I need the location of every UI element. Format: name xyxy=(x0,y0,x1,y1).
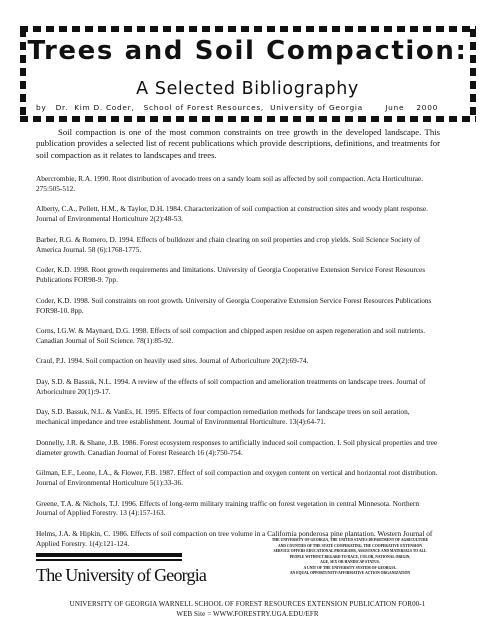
disclaimer-line: A UNIT OF THE UNIVERSITY SYSTEM OF GEORGIA. xyxy=(303,565,397,570)
disclaimer-line: AGE, SEX OR HANDICAP STATUS. xyxy=(320,560,380,564)
reference-entry: Donnelly, J.R. & Shane, J.B. 1986. Forest ecosystem responses to artificially induced soil compaction. I. Soil physical properties and tree diameter growth. Canadian Journal of Forest Research 16 (4):750-754. xyxy=(36,437,438,457)
logo-rule-thin xyxy=(36,559,182,561)
reference-entry: Abercrombie, R.A. 1990. Root distribution of avocado trees on a sandy loam soil as affected by soil compaction. Acta Horticulturae. 275:505-512. xyxy=(36,174,424,193)
reference-entry: Alberty, C.A., Pellett, H.M., & Taylor, D.H. 1984. Characterization of soil compaction at construction sites and woody plant response. Journal of Environmental Horticulture 2(2):48-53. xyxy=(36,204,428,224)
disclaimer-line: PEOPLE WITHOUT REGARD TO RACE, COLOR, NATIONAL ORIGIN, xyxy=(289,554,411,559)
reference-entry: Day, S.D. Bassuk, N.L. & VanEs, H. 1995. Effects of four compaction remediation methods for landscape trees on soil aeration, mechanical impedance and tree establishment. Journal of Environmental Horticulture. 13(4):64-71. xyxy=(36,407,410,427)
byline xyxy=(36,103,438,112)
page-subtitle: A Selected Bibliography xyxy=(136,79,359,99)
disclaimer-line: SERVICE OFFERS EDUCATIONAL PROGRAMS, ASSISTANCE AND MATERIALS TO ALL xyxy=(273,549,427,553)
reference-entry: Corns, I.G.W. & Maynard, D.G. 1998. Effects of soil compaction and chipped aspen residue on aspen regeneration and soil nutrients. Canadian Journal of Soil Science. 78(1):85-92. xyxy=(36,326,426,345)
reference-entry: Barber, R.G. & Romero, D. 1994. Effects of bulldozer and chain clearing on soil properties and crop yields. Soil Science Society of America Journal. 58 (6):1768-1775. xyxy=(36,234,421,254)
reference-list xyxy=(36,174,440,559)
reference-entry: Greene, T.A. & Nichols, T.J. 1996. Effects of long-term military training traffic on forest vegetation in central Minnesota. Northern Journal of Applied Forestry. 13 (4):157-163. xyxy=(36,498,419,518)
footer-publication: UNIVERSITY OF GEORGIA WARNELL SCHOOL OF FOREST RESOURCES EXTENSION PUBLICATION FOR00-1 xyxy=(69,600,426,608)
page-title: Trees and Soil Compaction: xyxy=(27,36,468,66)
reference-entry: Gilman, E.F., Leone, I.A., & Flower, F.B. 1987. Effect of soil compaction and oxygen content on vertical and horizontal root distribution. Journal of Environmental Horticulture 5(1):33-36. xyxy=(36,468,438,488)
disclaimer xyxy=(244,538,456,577)
footer-website: WEB Site = WWW.FORESTRY.UGA.EDU/EFR xyxy=(176,610,319,618)
reference-entry: Craul, P.J. 1994. Soil compaction on heavily used sites. Journal of Arboriculture 20(2):69-74. xyxy=(36,356,309,366)
disclaimer-line: THE UNIVERSITY OF GEORGIA, THE UNITED STATES DEPARTMENT OF AGRICULTURE xyxy=(271,538,429,542)
disclaimer-line: AND COUNTIES OF THE STATE COOPERATING. THE COOPERATIVE EXTENSION xyxy=(277,543,422,548)
byline-date: June 2000 xyxy=(385,103,438,112)
reference-entry: Coder, K.D. 1998. Root growth requirements and limitations. University of Georgia Cooperative Extension Service Forest Resources Publications FOR98-9. 7pp. xyxy=(36,265,426,285)
byline-author: by Dr. Kim D. Coder, School of Forest Resources, University of Georgia xyxy=(36,103,363,112)
university-logo: The University of Georgia xyxy=(36,565,207,585)
reference-entry: Helms, J.A. & Hipkin, C. 1986. Effects of soil compaction on tree volume in a California ponderosa pine plantation. Western Journal of Applied Forestry. 1(4):121-124. xyxy=(36,528,433,548)
reference-entry: Day, S.D. & Bassuk, N.L. 1994. A review of the effects of soil compaction and amelioration treatments on landscape trees. Journal of Arboriculture 20(1):9-17. xyxy=(36,376,426,396)
reference-entry: Coder, K.D. 1998. Soil constraints on root growth. University of Georgia Cooperative Extension Service Forest Resources Publications FOR98-10. 8pp. xyxy=(36,295,432,315)
disclaimer-line: AN EQUAL OPPORTUNITY/AFFIRMATIVE ACTION ORGANIZATION xyxy=(289,571,411,575)
logo-rule-thick xyxy=(36,553,182,557)
bottom-dashed-border xyxy=(20,116,476,122)
top-dashed-border xyxy=(20,26,476,32)
intro-paragraph: Soil compaction is one of the most common constraints on tree growth in the developed landscape. This publication provides a selected list of recent publications which provide descriptions, definitions, and treatments for soil compaction as it relates to landscapes and trees. xyxy=(36,127,440,160)
